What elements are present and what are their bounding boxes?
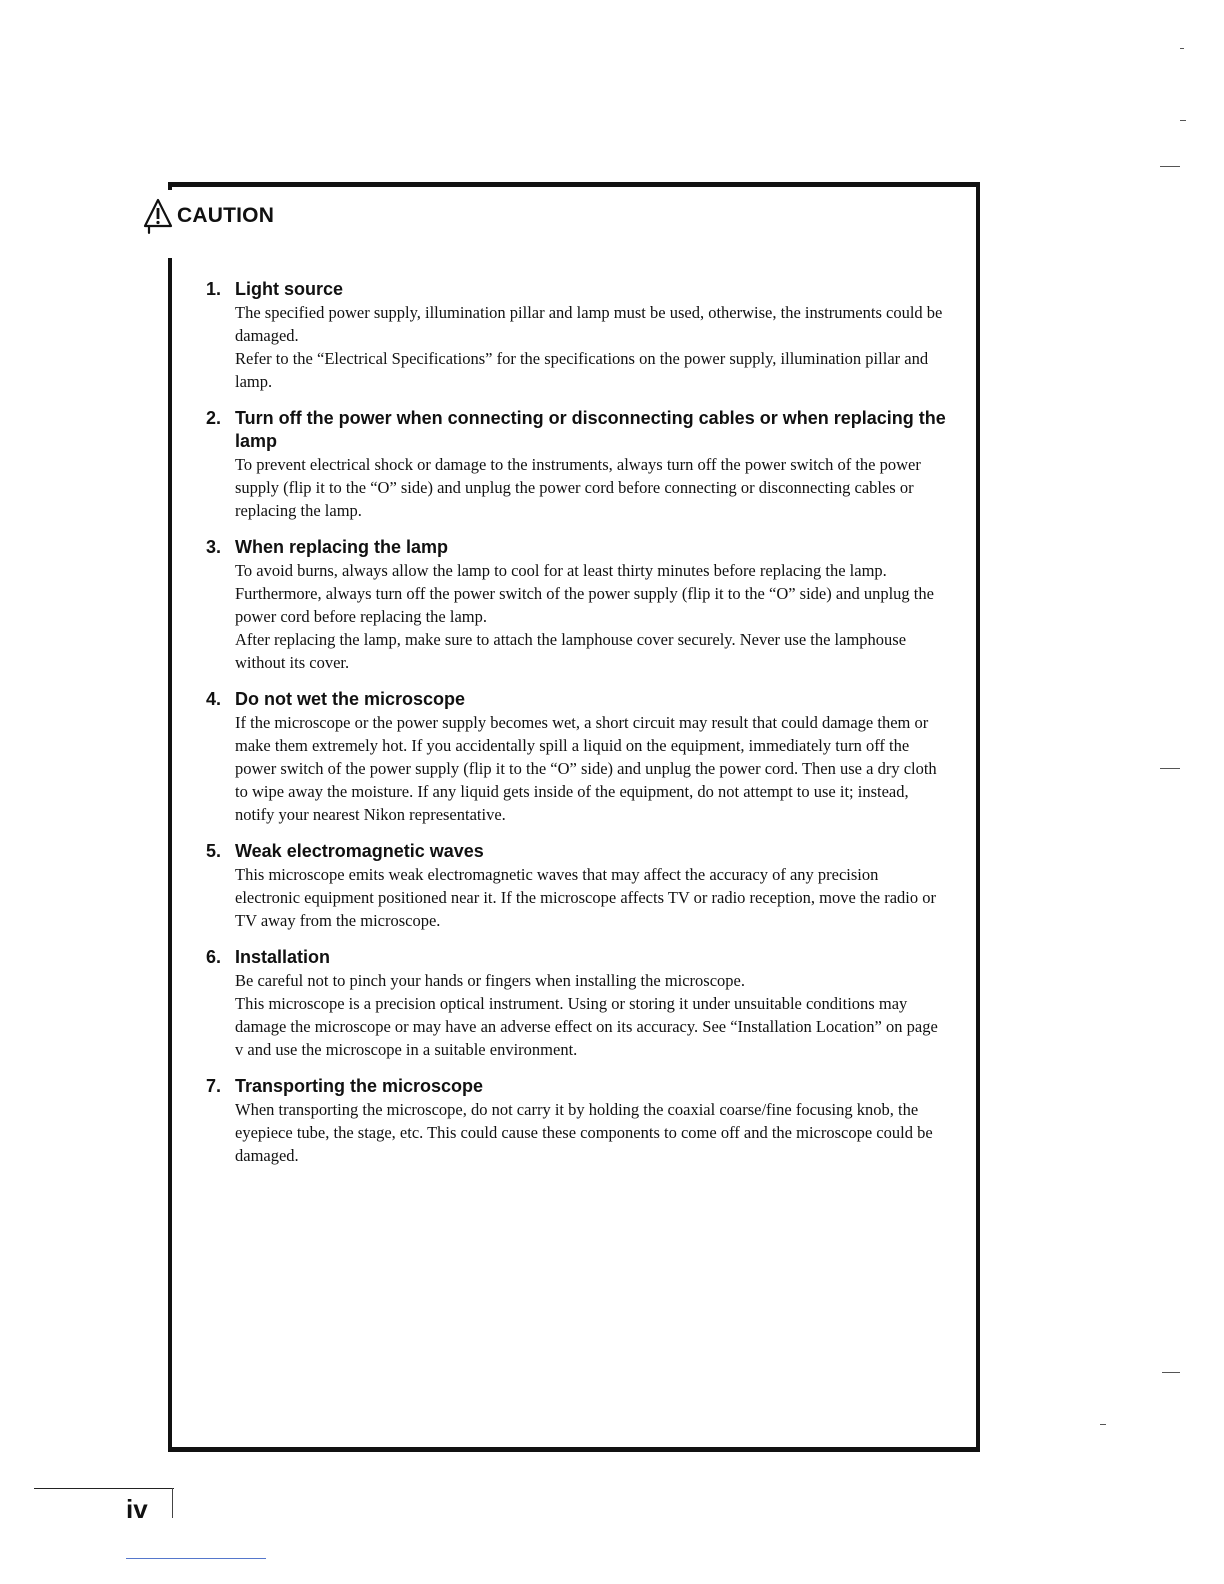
item-title: Transporting the microscope: [235, 1076, 484, 1096]
caution-item: [206, 536, 946, 674]
page-number: iv: [126, 1494, 148, 1524]
item-number: 1.: [206, 279, 222, 299]
caution-item: [206, 688, 946, 826]
item-paragraph: If the microscope or the power supply becomes wet, a short circuit may result that could damage them or make them extremely hot. If you accidentally spill a liquid on the equipment, immediately turn off the power switch of the power supply (flip it to the “O” side) and unplug the power cord. Then use a dry cloth to wipe away the moisture. If any liquid gets inside of the equipment, do not attempt to use it; instead, notify your nearest Nikon representative.: [235, 713, 937, 824]
margin-mark: [1100, 1424, 1106, 1425]
caution-heading: [143, 198, 282, 234]
footer-rule: [34, 1488, 174, 1489]
margin-mark: [1160, 768, 1180, 769]
item-paragraph: To avoid burns, always allow the lamp to cool for at least thirty minutes before replacing the lamp.: [235, 561, 887, 580]
caution-item: [206, 840, 946, 932]
margin-mark: [1162, 1372, 1180, 1373]
margin-mark: [1180, 120, 1186, 121]
item-number: 3.: [206, 537, 222, 557]
item-number: 4.: [206, 689, 222, 709]
item-paragraph: After replacing the lamp, make sure to attach the lamphouse cover securely. Never use the lamphouse without its cover.: [235, 630, 907, 672]
item-paragraph: When transporting the microscope, do not carry it by holding the coaxial coarse/fine focusing knob, the eyepiece tube, the stage, etc. This could cause these components to come off and the microscope could be damaged.: [235, 1100, 933, 1165]
item-paragraph: Be careful not to pinch your hands or fingers when installing the microscope.: [235, 971, 745, 990]
item-title: Installation: [235, 947, 331, 967]
item-number: 2.: [206, 408, 222, 428]
item-title: Do not wet the microscope: [235, 689, 466, 709]
item-paragraph: Refer to the “Electrical Specifications” for the specifications on the power supply, illumination pillar and lamp.: [235, 349, 929, 391]
item-number: 7.: [206, 1076, 222, 1096]
caution-title: CAUTION: [177, 204, 275, 227]
caution-item: [206, 407, 946, 522]
item-title: Turn off the power when connecting or disconnecting cables or when replacing the lamp: [235, 408, 946, 451]
item-title: When replacing the lamp: [235, 537, 449, 557]
margin-mark: [1160, 166, 1180, 167]
item-paragraph: This microscope emits weak electromagnetic waves that may affect the accuracy of any precision electronic equipment positioned near it. If the microscope affects TV or radio reception, move the radio or TV away from the microscope.: [235, 865, 937, 930]
item-title: Light source: [235, 279, 344, 299]
warning-triangle-icon: [143, 198, 173, 234]
caution-item: [206, 946, 946, 1061]
item-number: 5.: [206, 841, 222, 861]
item-title: Weak electromagnetic waves: [235, 841, 484, 861]
item-paragraph: This microscope is a precision optical instrument. Using or storing it under unsuitable conditions may damage the microscope or may have an adverse effect on its accuracy. See “Installation Location” on page v and use the microscope in a suitable environment.: [235, 994, 938, 1059]
bottom-rule: [126, 1558, 266, 1559]
item-paragraph: The specified power supply, illumination pillar and lamp must be used, otherwise, the instruments could be damaged.: [235, 303, 943, 345]
item-number: 6.: [206, 947, 222, 967]
margin-mark: [1180, 48, 1184, 49]
caution-item: [206, 1075, 946, 1167]
caution-item: [206, 278, 946, 393]
footer-rule-tick: [172, 1488, 173, 1518]
caution-list: [206, 278, 946, 1181]
item-paragraph: Furthermore, always turn off the power switch of the power supply (flip it to the “O” side) and unplug the power cord before replacing the lamp.: [235, 584, 934, 626]
item-paragraph: To prevent electrical shock or damage to the instruments, always turn off the power switch of the power supply (flip it to the “O” side) and unplug the power cord before connecting or disconnecting cables or replacing the lamp.: [235, 455, 921, 520]
